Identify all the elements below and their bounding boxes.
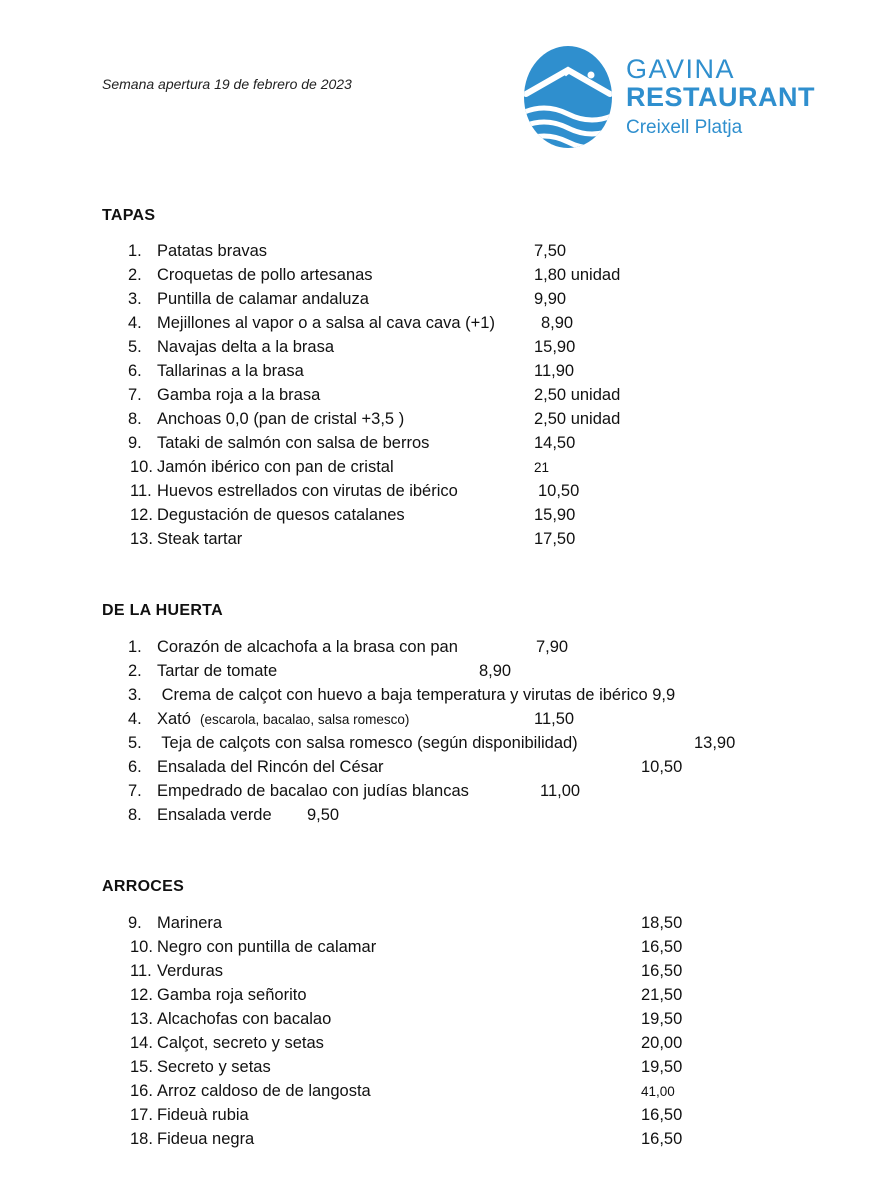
item-number: 10.	[130, 458, 153, 476]
item-price: 18,50	[641, 914, 683, 932]
item-name: Secreto y setas	[157, 1058, 271, 1076]
item-price: 11,50	[534, 710, 575, 728]
item-number: 10.	[130, 938, 153, 956]
logo-line-restaurant: RESTAURANT	[626, 82, 815, 112]
item-number: 1.	[128, 638, 142, 656]
item-price: 14,50	[534, 434, 576, 452]
item-price: 11,90	[534, 362, 575, 380]
item-number: 12.	[130, 506, 153, 524]
item-name: Gamba roja a la brasa	[157, 386, 321, 404]
item-name: Croquetas de pollo artesanas	[157, 266, 373, 284]
item-price: 1,80 unidad	[534, 266, 621, 284]
item-price: 7,90	[536, 638, 569, 656]
logo-line-location: Creixell Platja	[626, 117, 743, 138]
item-number: 2.	[128, 266, 142, 284]
item-price: 9,50	[307, 806, 340, 824]
item-number: 8.	[128, 806, 142, 824]
item-price: 8,90	[479, 662, 512, 680]
item-name: Corazón de alcachofa a la brasa con pan	[157, 638, 458, 656]
item-price: 15,90	[534, 338, 576, 356]
item-name: Fideua negra	[157, 1130, 255, 1148]
item-number: 6.	[128, 362, 142, 380]
item-name: Fideuà rubia	[157, 1106, 249, 1124]
item-number: 8.	[128, 410, 142, 428]
section-title-de-la-huerta: DE LA HUERTA	[102, 602, 223, 619]
item-price: 9,90	[534, 290, 567, 308]
item-name: Patatas bravas	[157, 242, 268, 260]
item-price: 2,50 unidad	[534, 386, 621, 404]
item-number: 12.	[130, 986, 153, 1004]
item-name: Tallarinas a la brasa	[157, 362, 304, 380]
item-number: 13.	[130, 530, 153, 548]
item-price: 8,90	[541, 314, 574, 332]
item-price: 19,50	[641, 1058, 683, 1076]
item-price: 17,50	[534, 530, 576, 548]
item-name: Marinera	[157, 914, 223, 932]
item-price: 13,90	[694, 734, 736, 752]
item-number: 2.	[128, 662, 142, 680]
item-number: 11.	[130, 482, 152, 500]
section-title-arroces: ARROCES	[102, 878, 185, 895]
item-price: 20,00	[641, 1034, 683, 1052]
item-price: 11,00	[540, 782, 581, 800]
item-number: 7.	[128, 386, 142, 404]
item-name: Calçot, secreto y setas	[157, 1034, 324, 1052]
item-number: 13.	[130, 1010, 153, 1028]
item-price: 15,90	[534, 506, 576, 524]
item-name: Navajas delta a la brasa	[157, 338, 335, 356]
item-name: Anchoas 0,0 (pan de cristal +3,5 )	[157, 410, 405, 428]
item-number: 3.	[128, 686, 142, 704]
item-price: 16,50	[641, 938, 683, 956]
item-name: Tataki de salmón con salsa de berros	[157, 434, 430, 452]
item-name: Puntilla de calamar andaluza	[157, 290, 369, 308]
restaurant-logo	[518, 42, 818, 152]
item-number: 5.	[128, 734, 142, 752]
item-number: 3.	[128, 290, 142, 308]
item-price: 7,50	[534, 242, 567, 260]
item-name: Ensalada verde	[157, 806, 272, 824]
item-number: 14.	[130, 1034, 153, 1052]
item-name: Degustación de quesos catalanes	[157, 506, 405, 524]
item-price: 19,50	[641, 1010, 683, 1028]
item-number: 11.	[130, 962, 152, 980]
item-number: 4.	[128, 710, 142, 728]
item-name: Negro con puntilla de calamar	[157, 938, 377, 956]
item-name: Jamón ibérico con pan de cristal	[157, 458, 394, 476]
seagull-emblem-icon	[518, 42, 618, 152]
item-name: Alcachofas con bacalao	[157, 1010, 332, 1028]
item-price: 10,50	[641, 758, 683, 776]
item-number: 4.	[128, 314, 142, 332]
item-number: 9.	[128, 434, 142, 452]
opening-week-date: Semana apertura 19 de febrero de 2023	[102, 76, 352, 92]
item-price: 21,50	[641, 986, 683, 1004]
item-name: Ensalada del Rincón del César	[157, 758, 384, 776]
item-number: 18.	[130, 1130, 153, 1148]
item-name: Mejillones al vapor o a salsa al cava cava (+1)	[157, 314, 495, 332]
logo-line-gavina: GAVINA	[626, 54, 736, 84]
item-price: 21	[534, 460, 550, 475]
item-number: 6.	[128, 758, 142, 776]
item-number: 1.	[128, 242, 142, 260]
item-price: 41,00	[641, 1084, 675, 1099]
item-number: 17.	[130, 1106, 153, 1124]
item-name: Gamba roja señorito	[157, 986, 307, 1004]
item-name: Crema de calçot con huevo a baja temperatura y virutas de ibérico 9,9	[157, 686, 676, 704]
item-name: Empedrado de bacalao con judías blancas	[157, 782, 469, 800]
item-number: 16.	[130, 1082, 153, 1100]
item-price: 16,50	[641, 1106, 683, 1124]
item-name: Huevos estrellados con virutas de ibérico	[157, 482, 458, 500]
item-number: 7.	[128, 782, 142, 800]
item-note: (escarola, bacalao, salsa romesco)	[200, 712, 410, 727]
item-price: 16,50	[641, 1130, 683, 1148]
item-name: Verduras	[157, 962, 224, 980]
item-name: Xató	[157, 710, 191, 728]
item-number: 15.	[130, 1058, 153, 1076]
item-number: 5.	[128, 338, 142, 356]
item-name: Tartar de tomate	[157, 662, 278, 680]
item-price: 10,50	[538, 482, 580, 500]
item-price: 16,50	[641, 962, 683, 980]
item-name: Steak tartar	[157, 530, 243, 548]
item-name: Teja de calçots con salsa romesco (según disponibilidad)	[157, 734, 578, 752]
item-name: Arroz caldoso de de langosta	[157, 1082, 371, 1100]
section-title-tapas: TAPAS	[102, 207, 156, 224]
item-price: 2,50 unidad	[534, 410, 621, 428]
item-number: 9.	[128, 914, 142, 932]
